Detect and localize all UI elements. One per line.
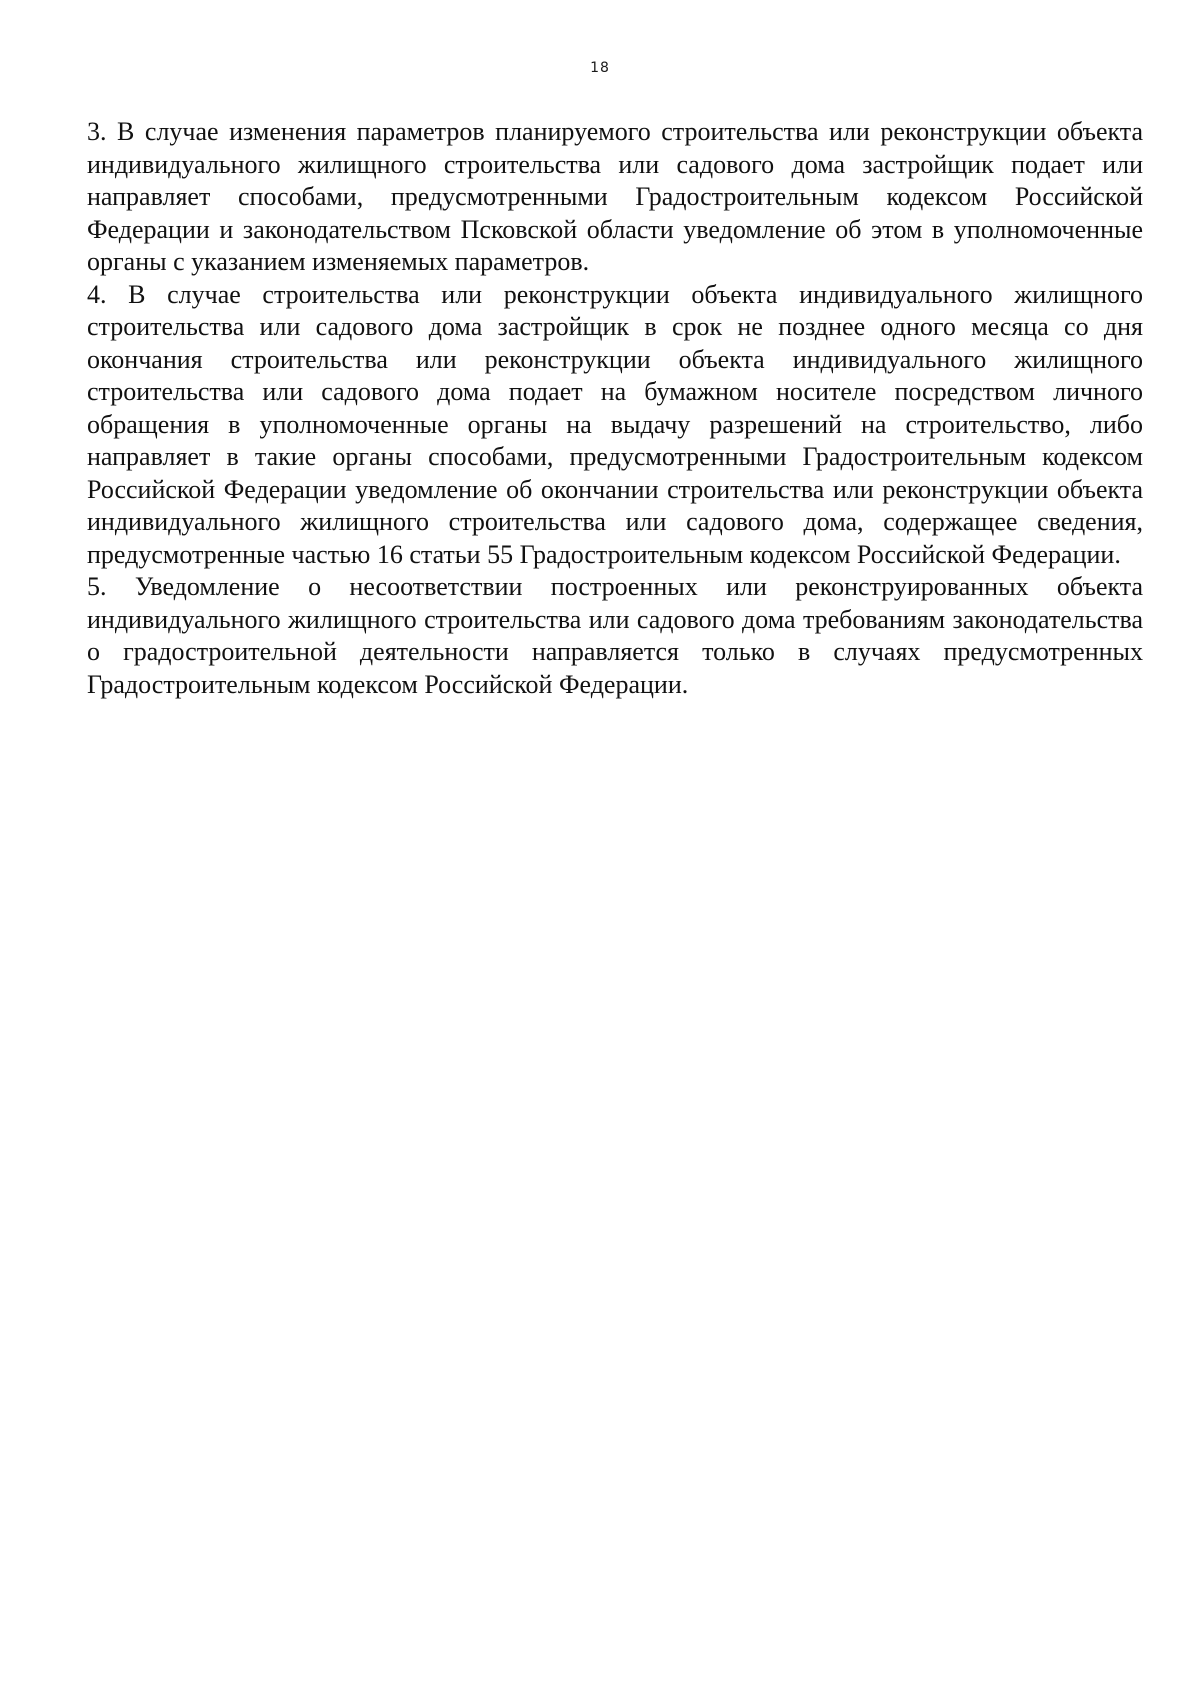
page-number: 18	[590, 60, 610, 76]
document-body	[87, 116, 1143, 701]
paragraph-5: 5. Уведомление о несоответствии построенных или реконструированных объекта индивидуального жилищного строительства или садового дома требованиям законодательства о градостроительной деятельности направляется только в случаях предусмотренных Градостроительным кодексом Российской Федерации.	[87, 572, 1143, 699]
paragraph-3: 3. В случае изменения параметров планируемого строительства или реконструкции объекта индивидуального жилищного строительства или садового дома застройщик подает или направляет способами, предусмотренными Градостроительным кодексом Российской Федерации и законодательством Псковской области уведомление об этом в уполномоченные органы с указанием изменяемых параметров.	[87, 117, 1143, 276]
paragraph-4: 4. В случае строительства или реконструкции объекта индивидуального жилищного строительства или садового дома застройщик в срок не позднее одного месяца со дня окончания строительства или реконструкции объекта индивидуального жилищного строительства или садового дома подает на бумажном носителе посредством личного обращения в уполномоченные органы на выдачу разрешений на строительство, либо направляет в такие органы способами, предусмотренными Градостроительным кодексом Российской Федерации уведомление об окончании строительства или реконструкции объекта индивидуального жилищного строительства или садового дома, содержащее сведения, предусмотренные частью 16 статьи 55 Градостроительным кодексом Российской Федерации.	[87, 279, 1143, 569]
